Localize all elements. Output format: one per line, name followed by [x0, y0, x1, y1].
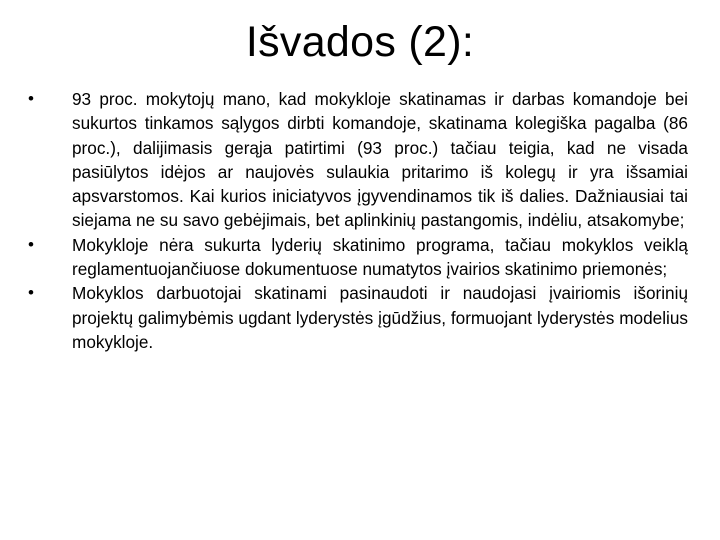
list-item: [28, 233, 688, 282]
bullet-icon: •: [28, 89, 34, 108]
list-item: [28, 281, 688, 354]
slide-title: Išvados (2):: [245, 18, 475, 66]
bullet-text: 93 proc. mokytojų mano, kad mokykloje skatinamas ir darbas komandoje bei sukurtos tinkamos sąlygos dirbti komandoje, skatinama kolegiška pagalba (86 proc.), dalijimasis gerąja patirtimi (93 proc.) tačiau teigia, kad ne visada pasiūlytos idėjos ar naujovės sulaukia pritarimo iš kolegų ir yra išsamiai apsvarstomos. Kai kurios iniciatyvos įgyvendinamos tik iš dalies. Dažniausiai tai siejama ne su savo gebėjimais, bet aplinkinių pastangomis, indėliu, atsakomybe;: [72, 89, 688, 231]
bullet-list: [28, 87, 688, 354]
list-item: [28, 87, 688, 233]
bullet-icon: •: [28, 234, 34, 254]
bullet-text: Mokyklos darbuotojai skatinami pasinaudoti ir naudojasi įvairiomis išorinių projektų galimybėmis ugdant lyderystės įgūdžius, formuojant lyderystės modelius mokykloje.: [72, 283, 688, 352]
bullet-text: Mokykloje nėra sukurta lyderių skatinimo programa, tačiau mokyklos veiklą reglamentuojančiuose dokumentuose numatytos įvairios skatinimo priemonės;: [72, 234, 688, 280]
bullet-icon: •: [28, 283, 34, 303]
